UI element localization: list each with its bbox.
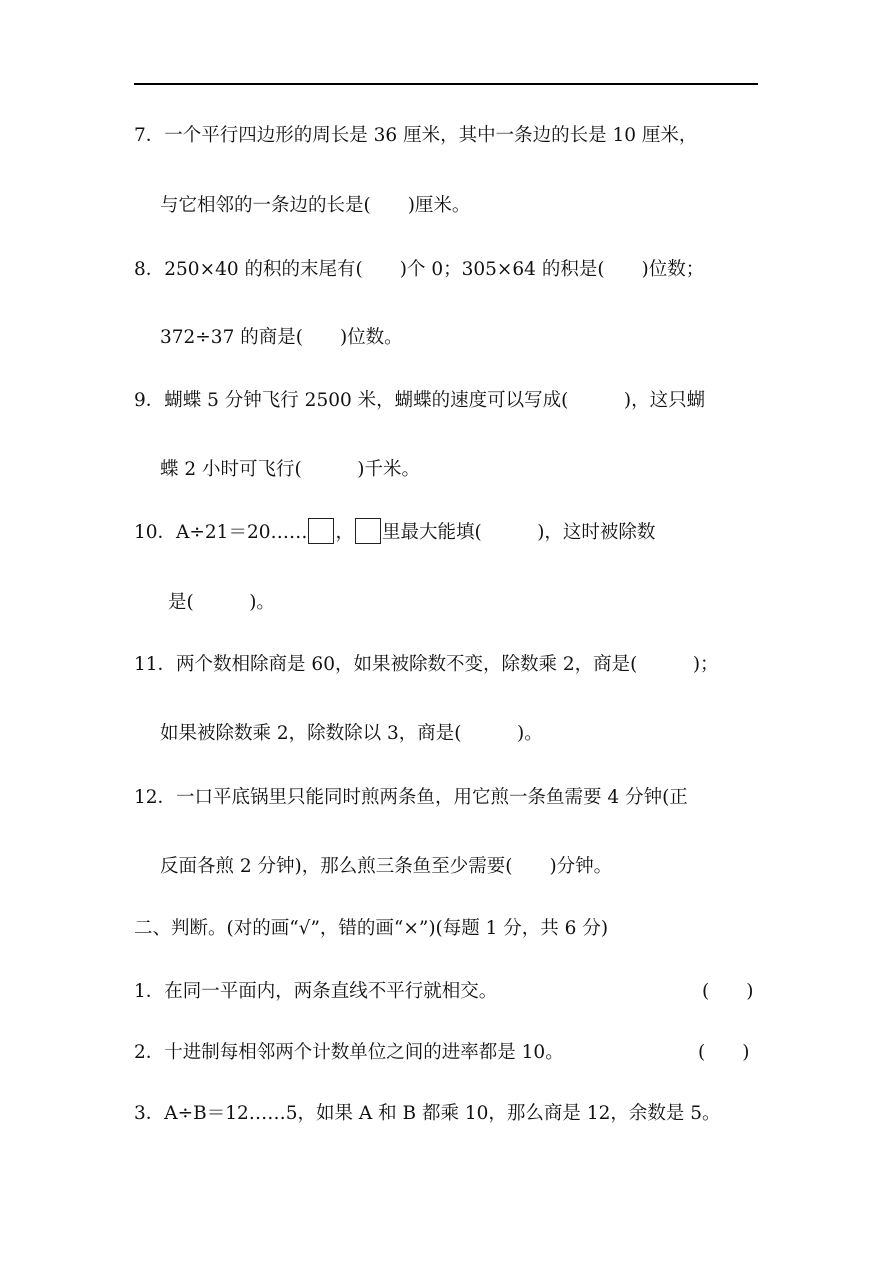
judge-item-2: 2．十进制每相邻两个计数单位之间的进率都是 10。: [134, 1042, 564, 1063]
judge-item-3: 3．A÷B＝12……5，如果 A 和 B 都乘 10，那么商是 12，余数是 5。: [134, 1103, 721, 1124]
q12-line2: 反面各煎 2 分钟)，那么煎三条鱼至少需要( )分钟。: [160, 856, 613, 877]
q7-line2: 与它相邻的一条边的长是( )厘米。: [160, 195, 471, 216]
q8-line2: 372÷37 的商是( )位数。: [160, 327, 403, 348]
judge-item-2-answer: ( ): [698, 1042, 750, 1063]
q10-line1-c: 里最大能填( )，这时被除数: [382, 522, 656, 543]
q9-line2: 蝶 2 小时可飞行( )千米。: [160, 459, 420, 480]
q7-line1: 7．一个平行四边形的周长是 36 厘米，其中一条边的长是 10 厘米，: [134, 125, 698, 146]
q8-line1: 8．250×40 的积的末尾有( )个 0；305×64 的积是( )位数；: [134, 259, 705, 280]
q10-line1-b: ，: [335, 522, 354, 543]
answer-box: [355, 518, 381, 544]
q12-line1: 12．一口平底锅里只能同时煎两条鱼，用它煎一条鱼需要 4 分钟(正: [134, 787, 688, 808]
q10-line2: 是( )。: [168, 592, 275, 613]
answer-box: [308, 518, 334, 544]
q10-line1: [134, 518, 655, 545]
judge-item-1-answer: ( ): [702, 981, 754, 1002]
top-rule: [134, 83, 758, 85]
q11-line1: 11．两个数相除商是 60，如果被除数不变，除数乘 2，商是( )；: [134, 654, 719, 675]
judge-item-1: 1．在同一平面内，两条直线不平行就相交。: [134, 981, 498, 1002]
q9-line1: 9．蝴蝶 5 分钟飞行 2500 米，蝴蝶的速度可以写成( )，这只蝴: [134, 390, 706, 411]
section-heading: 二、判断。(对的画“√”，错的画“×”)(每题 1 分，共 6 分): [134, 918, 609, 939]
q11-line2: 如果被除数乘 2，除数除以 3，商是( )。: [160, 723, 543, 744]
q10-line1-a: 10．A÷21＝20……: [134, 522, 308, 543]
